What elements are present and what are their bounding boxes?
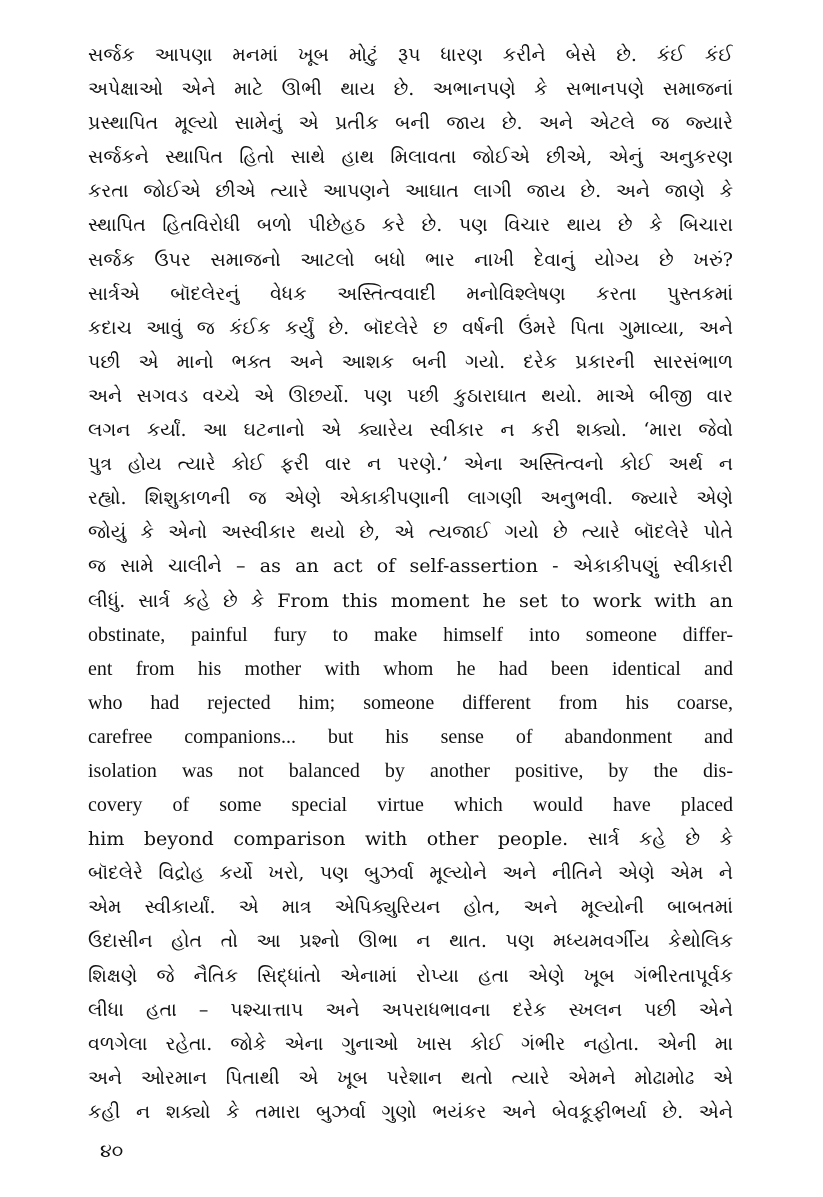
text-line: રહ્યો. શિશુકાળની જ એણે એકાકીપણાની લાગણી અનુભવી. જ્યારે એણે [88, 487, 733, 510]
text-line: પ્રસ્થાપિત મૂલ્યો સામેનું એ પ્રતીક બની જાય છે. અને એટલે જ જ્યારે [88, 112, 733, 135]
text-line: સર્જક આપણા મનમાં ખૂબ મોટું રૂપ ધારણ કરીને બેસે છે. કંઈ કંઈ [88, 44, 733, 66]
text-line: કદાચ આવું જ કંઈક કર્યું છે. બૉદલેરે છ વર્ષની ઉંમરે પિતા ગુમાવ્યા, અને [88, 316, 733, 339]
text-line: જ સામે ચાલીને – as an act of self-assertion - એકાકીપણું સ્વીકારી [88, 555, 733, 578]
text-line: પુત્ર હોય ત્યારે કોઈ ફરી વાર ન પરણે.’ એના અસ્તિત્વનો કોઈ અર્થ ન [88, 453, 733, 476]
text-line: સાર્ત્રએ બૉદલેરનું વેધક અસ્તિત્વવાદી મનોવિશ્લેષણ કરતા પુસ્તકમાં [88, 282, 733, 305]
text-line: લીધું. સાર્ત્ર કહે છે કે From this moment he set to work with an [88, 589, 733, 612]
text-line: બૉદલેરે વિદ્રોહ કર્યો ખરો, પણ બુઝર્વા મૂલ્યોને અને નીતિને એણે એમ ને [88, 862, 733, 885]
text-line: carefree companions... but his sense of abandonment and [88, 725, 733, 748]
text-line: who had rejected him; someone different from his coarse, [88, 691, 733, 714]
text-line: વળગેલા રહેતા. જોકે એના ગુનાઓ ખાસ કોઈ ગંભીર નહોતા. એની મા [88, 1032, 733, 1055]
text-line: ઉદાસીન હોત તો આ પ્રશ્નો ઊભા ન થાત. પણ મધ્યમવર્ગીય કેથોલિક [88, 930, 733, 953]
text-line: લીધા હતા – પશ્ચાત્તાપ અને અપરાધભાવના દરેક સ્ખલન પછી એને [88, 998, 733, 1021]
text-line: સર્જક ઉપર સમાજનો આટલો બધો ભાર નાખી દેવાનું યોગ્ય છે ખરું? [88, 248, 733, 271]
text-line: સ્થાપિત હિતવિરોધી બળો પીછેહઠ કરે છે. પણ વિચાર થાય છે કે બિચારા [88, 214, 733, 237]
text-line: અને ઓરમાન પિતાથી એ ખૂબ પરેશાન થતો ત્યારે એમને મોઢામોઢ એ [88, 1066, 733, 1089]
text-line: obstinate, painful fury to make himself into someone differ- [88, 623, 733, 646]
text-line: covery of some special virtue which would have placed [88, 794, 733, 817]
text-line: શિક્ષણે જે નૈતિક સિદ્ધાંતો એનામાં રોપ્યા હતા એણે ખૂબ ગંભીરતાપૂર્વક [88, 964, 733, 987]
text-line: isolation was not balanced by another positive, by the dis- [88, 759, 733, 782]
text-line: જોયું કે એનો અસ્વીકાર થયો છે, એ ત્યજાઈ ગયો છે ત્યારે બૉદલેરે પોતે [88, 521, 733, 544]
text-line: ent from his mother with whom he had been identical and [88, 657, 733, 680]
text-line: કરતા જોઈએ છીએ ત્યારે આપણને આઘાત લાગી જાય છે. અને જાણે કે [88, 180, 733, 203]
text-line: પછી એ માનો ભક્ત અને આશક બની ગયો. દરેક પ્રકારની સારસંભાળ [88, 350, 733, 373]
text-line: લગન કર્યાં. આ ઘટનાનો એ ક્યારેય સ્વીકાર ન કરી શક્યો. ‘મારા જેવો [88, 419, 733, 442]
page-body-text [88, 38, 733, 1129]
page-number: ૪૦ [100, 1140, 124, 1162]
text-line: કહી ન શક્યો કે તમારા બુઝર્વા ગુણો ભયંકર અને બેવકૂફીભર્યા છે. એને [88, 1100, 733, 1123]
text-line: સર્જકને સ્થાપિત હિતો સાથે હાથ મિલાવતા જોઈએ છીએ, એનું અનુકરણ [88, 146, 733, 169]
text-line: અપેક્ષાઓ એને માટે ઊભી થાય છે. અભાનપણે કે સભાનપણે સમાજનાં [88, 78, 733, 101]
text-line: એમ સ્વીકાર્યાં. એ માત્ર એપિક્યુરિયન હોત, અને મૂલ્યોની બાબતમાં [88, 896, 733, 919]
text-line: him beyond comparison with other people. સાર્ત્ર કહે છે કે [88, 828, 733, 851]
text-line: અને સગવડ વચ્ચે એ ઊછર્યો. પણ પછી કુઠારાઘાત થયો. માએ બીજી વાર [88, 384, 733, 407]
